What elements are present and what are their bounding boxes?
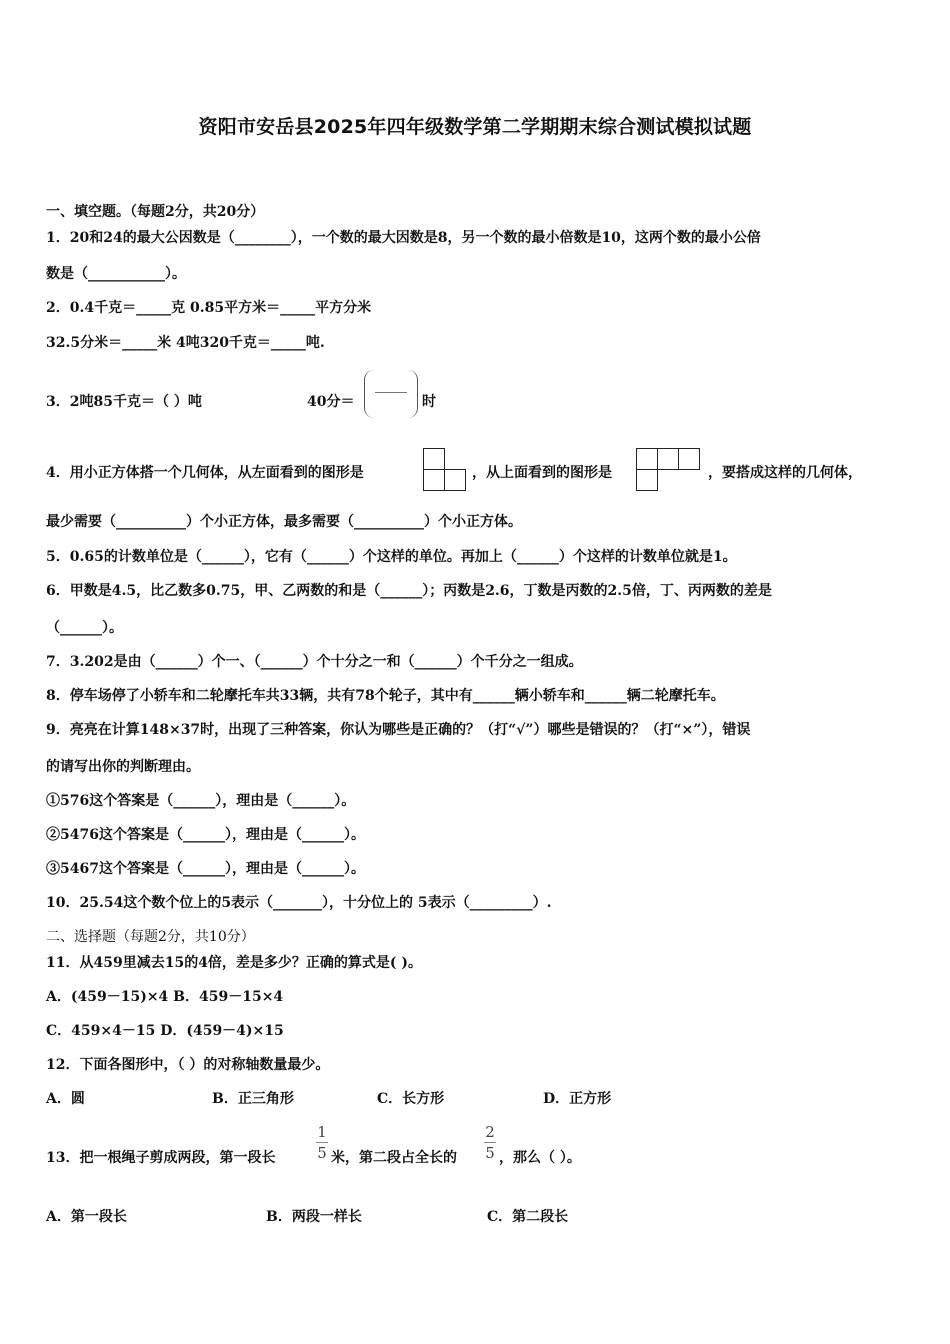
question-13-option-a: A．第一段长 <box>46 1209 127 1225</box>
question-7: 7．3.202是由（______）个一、（______）个十分之一和（______）个千分之一组成。 <box>46 654 583 670</box>
fraction-denominator: 5 <box>485 1144 495 1162</box>
left-view-figure <box>423 448 469 494</box>
fraction-one-fifth <box>316 1124 328 1161</box>
fraction-numerator: 1 <box>317 1123 327 1141</box>
question-9-line2: 的请写出你的判断理由。 <box>46 759 200 775</box>
section1-heading: 一、填空题。（每题2分，共20分） <box>46 204 265 220</box>
question-3-part2: 40分＝ <box>307 394 355 410</box>
question-9-line1: 9．亮亮在计算148×37时，出现了三种答案，你认为哪些是正确的？（打“√”）哪些是错误的？（打“×”），错误 <box>46 722 751 738</box>
question-11: 11．从459里减去15的4倍，差是多少？正确的算式是( )。 <box>46 955 423 971</box>
question-4-part3: ，要搭成这样的几何体， <box>708 465 862 481</box>
question-13-part1: 13．把一根绳子剪成两段，第一段长 <box>46 1150 276 1166</box>
question-1-line2: 数是（___________）。 <box>46 266 186 282</box>
question-1-line1: 1．20和24的最大公因数是（________），一个数的最大因数是8，另一个数的最小倍数是10，这两个数的最小公倍 <box>46 230 761 246</box>
question-13-part3: ，那么（ ）。 <box>499 1150 581 1166</box>
question-9-item1: ①576这个答案是（______），理由是（______）。 <box>46 793 356 809</box>
question-6-line2: （______）。 <box>46 620 123 636</box>
question-9-item3: ③5467这个答案是（______），理由是（______）。 <box>46 861 365 877</box>
question-13-option-c: C．第二段长 <box>487 1209 569 1225</box>
top-view-figure <box>636 448 706 494</box>
page-title: 资阳市安岳县2025年四年级数学第二学期期末综合测试模拟试题 <box>198 116 752 138</box>
question-12-option-d: D．正方形 <box>543 1091 612 1107</box>
question-4-part1: 4．用小正方体搭一个几何体，从左面看到的图形是 <box>46 465 364 481</box>
question-8: 8．停车场停了小轿车和二轮摩托车共33辆，共有78个轮子，其中有______辆小轿车和______辆二轮摩托车。 <box>46 688 725 704</box>
fraction-numerator: 2 <box>485 1123 495 1141</box>
fraction-denominator: 5 <box>317 1144 327 1162</box>
question-6-line1: 6．甲数是4.5，比乙数多0.75，甲、乙两数的和是（______）；丙数是2.6，丁数是丙数的2.5倍，丁、丙两数的差是 <box>46 583 772 599</box>
question-12-option-a: A．圆 <box>46 1091 85 1107</box>
question-12-option-c: C．长方形 <box>377 1091 445 1107</box>
question-3-part3: 时 <box>422 394 436 410</box>
question-2-line2: 32.5分米＝_____米 4吨320千克＝_____吨. <box>46 335 325 351</box>
question-13-part2: 米，第二段占全长的 <box>331 1150 457 1166</box>
question-12: 12．下面各图形中，（ ）的对称轴数量最少。 <box>46 1057 330 1073</box>
fraction-two-fifths <box>484 1124 496 1161</box>
section2-heading: 二、选择题（每题2分，共10分） <box>46 929 255 945</box>
question-3-part1: 3．2吨85千克＝（ ）吨 <box>46 394 202 410</box>
question-13-option-b: B．两段一样长 <box>266 1209 362 1225</box>
question-5: 5．0.65的计数单位是（______），它有（______）个这样的单位。再加上（______）个这样的计数单位就是1。 <box>46 549 737 565</box>
question-11-options-cd: C．459×4－15 D．(459－4)×15 <box>46 1023 284 1039</box>
question-10: 10．25.54这个数个位上的5表示（_______），十分位上的 5表示（_________）. <box>46 895 552 911</box>
question-11-options-ab: A．(459－15)×4 B．459－15×4 <box>46 989 284 1005</box>
question-2-line1: 2．0.4千克＝_____克 0.85平方米＝_____平方分米 <box>46 300 372 316</box>
question-12-option-b: B．正三角形 <box>212 1091 294 1107</box>
fraction-blank <box>364 370 418 418</box>
question-9-item2: ②5476这个答案是（______），理由是（______）。 <box>46 827 365 843</box>
question-4-line2: 最少需要（__________）个小正方体，最多需要（__________）个小正方体。 <box>46 514 522 530</box>
question-4-part2: ，从上面看到的图形是 <box>472 465 612 481</box>
